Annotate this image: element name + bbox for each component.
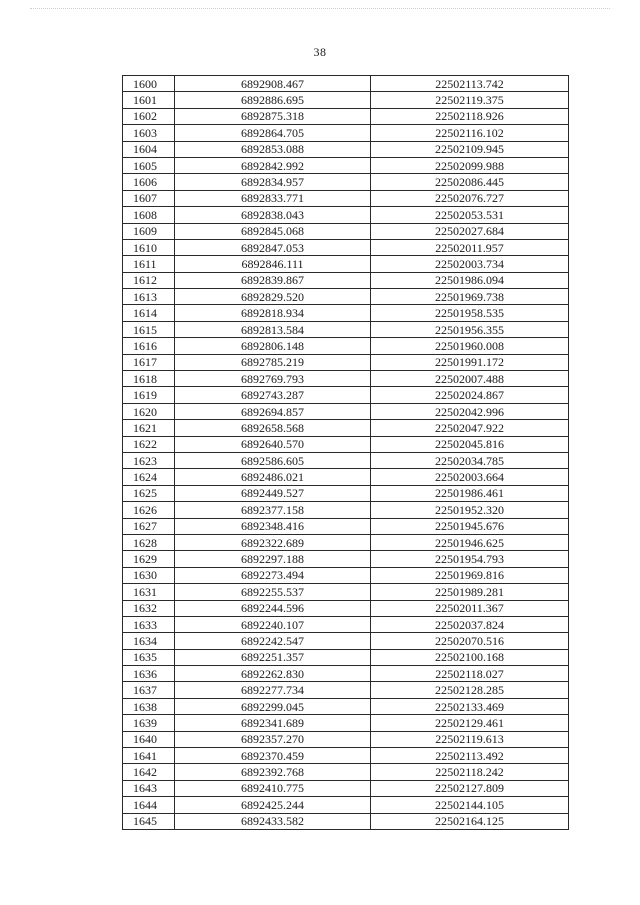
point-id-cell: 1608 <box>123 207 175 223</box>
table-row <box>123 223 569 239</box>
x-coordinate-cell: 6892297.188 <box>175 551 371 567</box>
point-id-cell: 1634 <box>123 633 175 649</box>
x-coordinate-cell: 6892853.088 <box>175 141 371 157</box>
x-coordinate-cell: 6892842.992 <box>175 157 371 173</box>
y-coordinate-cell: 22502042.996 <box>371 403 569 419</box>
x-coordinate-cell: 6892273.494 <box>175 567 371 583</box>
x-coordinate-cell: 6892425.244 <box>175 797 371 813</box>
x-coordinate-cell: 6892769.793 <box>175 371 371 387</box>
point-id-cell: 1631 <box>123 584 175 600</box>
x-coordinate-cell: 6892341.689 <box>175 715 371 731</box>
y-coordinate-cell: 22501956.355 <box>371 321 569 337</box>
point-id-cell: 1602 <box>123 108 175 124</box>
y-coordinate-cell: 22502118.242 <box>371 764 569 780</box>
x-coordinate-cell: 6892240.107 <box>175 616 371 632</box>
point-id-cell: 1624 <box>123 469 175 485</box>
y-coordinate-cell: 22502007.488 <box>371 371 569 387</box>
y-coordinate-cell: 22501969.816 <box>371 567 569 583</box>
y-coordinate-cell: 22502113.492 <box>371 748 569 764</box>
point-id-cell: 1629 <box>123 551 175 567</box>
y-coordinate-cell: 22501960.008 <box>371 338 569 354</box>
x-coordinate-cell: 6892322.689 <box>175 534 371 550</box>
y-coordinate-cell: 22501991.172 <box>371 354 569 370</box>
point-id-cell: 1628 <box>123 534 175 550</box>
table-row <box>123 584 569 600</box>
point-id-cell: 1630 <box>123 567 175 583</box>
y-coordinate-cell: 22501952.320 <box>371 502 569 518</box>
coordinates-table-body <box>123 76 569 830</box>
table-row <box>123 76 569 92</box>
point-id-cell: 1614 <box>123 305 175 321</box>
point-id-cell: 1639 <box>123 715 175 731</box>
table-row <box>123 108 569 124</box>
point-id-cell: 1615 <box>123 321 175 337</box>
x-coordinate-cell: 6892845.068 <box>175 223 371 239</box>
point-id-cell: 1641 <box>123 748 175 764</box>
x-coordinate-cell: 6892486.021 <box>175 469 371 485</box>
point-id-cell: 1613 <box>123 289 175 305</box>
x-coordinate-cell: 6892908.467 <box>175 76 371 92</box>
y-coordinate-cell: 22502164.125 <box>371 813 569 829</box>
y-coordinate-cell: 22502129.461 <box>371 715 569 731</box>
coordinates-table <box>122 75 569 830</box>
point-id-cell: 1645 <box>123 813 175 829</box>
table-row <box>123 354 569 370</box>
x-coordinate-cell: 6892839.867 <box>175 272 371 288</box>
page-number: 38 <box>313 45 327 59</box>
x-coordinate-cell: 6892586.605 <box>175 452 371 468</box>
y-coordinate-cell: 22502127.809 <box>371 780 569 796</box>
point-id-cell: 1603 <box>123 125 175 141</box>
x-coordinate-cell: 6892370.459 <box>175 748 371 764</box>
point-id-cell: 1622 <box>123 436 175 452</box>
y-coordinate-cell: 22501986.094 <box>371 272 569 288</box>
point-id-cell: 1611 <box>123 256 175 272</box>
x-coordinate-cell: 6892357.270 <box>175 731 371 747</box>
x-coordinate-cell: 6892433.582 <box>175 813 371 829</box>
y-coordinate-cell: 22502053.531 <box>371 207 569 223</box>
x-coordinate-cell: 6892392.768 <box>175 764 371 780</box>
x-coordinate-cell: 6892251.357 <box>175 649 371 665</box>
y-coordinate-cell: 22502118.926 <box>371 108 569 124</box>
point-id-cell: 1635 <box>123 649 175 665</box>
x-coordinate-cell: 6892875.318 <box>175 108 371 124</box>
x-coordinate-cell: 6892255.537 <box>175 584 371 600</box>
table-row <box>123 174 569 190</box>
point-id-cell: 1632 <box>123 600 175 616</box>
x-coordinate-cell: 6892886.695 <box>175 92 371 108</box>
scan-header-artifact <box>30 8 610 11</box>
table-row <box>123 682 569 698</box>
y-coordinate-cell: 22501986.461 <box>371 485 569 501</box>
point-id-cell: 1640 <box>123 731 175 747</box>
table-row <box>123 813 569 829</box>
point-id-cell: 1636 <box>123 666 175 682</box>
point-id-cell: 1617 <box>123 354 175 370</box>
y-coordinate-cell: 22502133.469 <box>371 698 569 714</box>
x-coordinate-cell: 6892813.584 <box>175 321 371 337</box>
x-coordinate-cell: 6892806.148 <box>175 338 371 354</box>
table-row <box>123 534 569 550</box>
x-coordinate-cell: 6892640.570 <box>175 436 371 452</box>
x-coordinate-cell: 6892829.520 <box>175 289 371 305</box>
x-coordinate-cell: 6892785.219 <box>175 354 371 370</box>
table-row <box>123 600 569 616</box>
point-id-cell: 1623 <box>123 452 175 468</box>
x-coordinate-cell: 6892299.045 <box>175 698 371 714</box>
point-id-cell: 1607 <box>123 190 175 206</box>
x-coordinate-cell: 6892833.771 <box>175 190 371 206</box>
table-row <box>123 797 569 813</box>
point-id-cell: 1625 <box>123 485 175 501</box>
x-coordinate-cell: 6892377.158 <box>175 502 371 518</box>
y-coordinate-cell: 22502099.988 <box>371 157 569 173</box>
point-id-cell: 1633 <box>123 616 175 632</box>
table-row <box>123 272 569 288</box>
table-row <box>123 403 569 419</box>
table-row <box>123 436 569 452</box>
y-coordinate-cell: 22502027.684 <box>371 223 569 239</box>
point-id-cell: 1637 <box>123 682 175 698</box>
x-coordinate-cell: 6892348.416 <box>175 518 371 534</box>
y-coordinate-cell: 22502011.367 <box>371 600 569 616</box>
y-coordinate-cell: 22502100.168 <box>371 649 569 665</box>
x-coordinate-cell: 6892244.596 <box>175 600 371 616</box>
table-row <box>123 616 569 632</box>
x-coordinate-cell: 6892834.957 <box>175 174 371 190</box>
point-id-cell: 1620 <box>123 403 175 419</box>
y-coordinate-cell: 22502003.664 <box>371 469 569 485</box>
y-coordinate-cell: 22501946.625 <box>371 534 569 550</box>
x-coordinate-cell: 6892277.734 <box>175 682 371 698</box>
y-coordinate-cell: 22502119.613 <box>371 731 569 747</box>
x-coordinate-cell: 6892818.934 <box>175 305 371 321</box>
point-id-cell: 1642 <box>123 764 175 780</box>
y-coordinate-cell: 22502003.734 <box>371 256 569 272</box>
point-id-cell: 1638 <box>123 698 175 714</box>
y-coordinate-cell: 22502116.102 <box>371 125 569 141</box>
x-coordinate-cell: 6892658.568 <box>175 420 371 436</box>
x-coordinate-cell: 6892838.043 <box>175 207 371 223</box>
x-coordinate-cell: 6892847.053 <box>175 239 371 255</box>
table-row <box>123 764 569 780</box>
y-coordinate-cell: 22501969.738 <box>371 289 569 305</box>
x-coordinate-cell: 6892694.857 <box>175 403 371 419</box>
y-coordinate-cell: 22501945.676 <box>371 518 569 534</box>
table-row <box>123 633 569 649</box>
table-row <box>123 780 569 796</box>
y-coordinate-cell: 22502011.957 <box>371 239 569 255</box>
x-coordinate-cell: 6892449.527 <box>175 485 371 501</box>
table-row <box>123 256 569 272</box>
y-coordinate-cell: 22502118.027 <box>371 666 569 682</box>
table-row <box>123 157 569 173</box>
table-row <box>123 239 569 255</box>
table-row <box>123 338 569 354</box>
table-row <box>123 371 569 387</box>
table-row <box>123 748 569 764</box>
point-id-cell: 1606 <box>123 174 175 190</box>
x-coordinate-cell: 6892410.775 <box>175 780 371 796</box>
y-coordinate-cell: 22502113.742 <box>371 76 569 92</box>
point-id-cell: 1627 <box>123 518 175 534</box>
table-row <box>123 649 569 665</box>
point-id-cell: 1619 <box>123 387 175 403</box>
table-row <box>123 698 569 714</box>
point-id-cell: 1643 <box>123 780 175 796</box>
y-coordinate-cell: 22502109.945 <box>371 141 569 157</box>
point-id-cell: 1600 <box>123 76 175 92</box>
y-coordinate-cell: 22501989.281 <box>371 584 569 600</box>
table-row <box>123 469 569 485</box>
table-row <box>123 485 569 501</box>
table-row <box>123 92 569 108</box>
point-id-cell: 1644 <box>123 797 175 813</box>
table-row <box>123 518 569 534</box>
y-coordinate-cell: 22502070.516 <box>371 633 569 649</box>
point-id-cell: 1601 <box>123 92 175 108</box>
table-row <box>123 666 569 682</box>
table-row <box>123 321 569 337</box>
y-coordinate-cell: 22502119.375 <box>371 92 569 108</box>
y-coordinate-cell: 22501954.793 <box>371 551 569 567</box>
y-coordinate-cell: 22502045.816 <box>371 436 569 452</box>
table-row <box>123 715 569 731</box>
table-row <box>123 452 569 468</box>
table-row <box>123 289 569 305</box>
point-id-cell: 1616 <box>123 338 175 354</box>
table-row <box>123 551 569 567</box>
y-coordinate-cell: 22502024.867 <box>371 387 569 403</box>
x-coordinate-cell: 6892846.111 <box>175 256 371 272</box>
point-id-cell: 1609 <box>123 223 175 239</box>
table-row <box>123 190 569 206</box>
y-coordinate-cell: 22502144.105 <box>371 797 569 813</box>
table-row <box>123 125 569 141</box>
table-row <box>123 305 569 321</box>
point-id-cell: 1610 <box>123 239 175 255</box>
y-coordinate-cell: 22502037.824 <box>371 616 569 632</box>
point-id-cell: 1605 <box>123 157 175 173</box>
x-coordinate-cell: 6892864.705 <box>175 125 371 141</box>
table-row <box>123 731 569 747</box>
y-coordinate-cell: 22502047.922 <box>371 420 569 436</box>
x-coordinate-cell: 6892262.830 <box>175 666 371 682</box>
x-coordinate-cell: 6892743.287 <box>175 387 371 403</box>
table-row <box>123 207 569 223</box>
y-coordinate-cell: 22502086.445 <box>371 174 569 190</box>
x-coordinate-cell: 6892242.547 <box>175 633 371 649</box>
y-coordinate-cell: 22501958.535 <box>371 305 569 321</box>
y-coordinate-cell: 22502128.285 <box>371 682 569 698</box>
table-row <box>123 567 569 583</box>
point-id-cell: 1626 <box>123 502 175 518</box>
point-id-cell: 1612 <box>123 272 175 288</box>
y-coordinate-cell: 22502076.727 <box>371 190 569 206</box>
point-id-cell: 1621 <box>123 420 175 436</box>
point-id-cell: 1618 <box>123 371 175 387</box>
table-row <box>123 420 569 436</box>
table-row <box>123 141 569 157</box>
y-coordinate-cell: 22502034.785 <box>371 452 569 468</box>
point-id-cell: 1604 <box>123 141 175 157</box>
table-row <box>123 387 569 403</box>
table-row <box>123 502 569 518</box>
